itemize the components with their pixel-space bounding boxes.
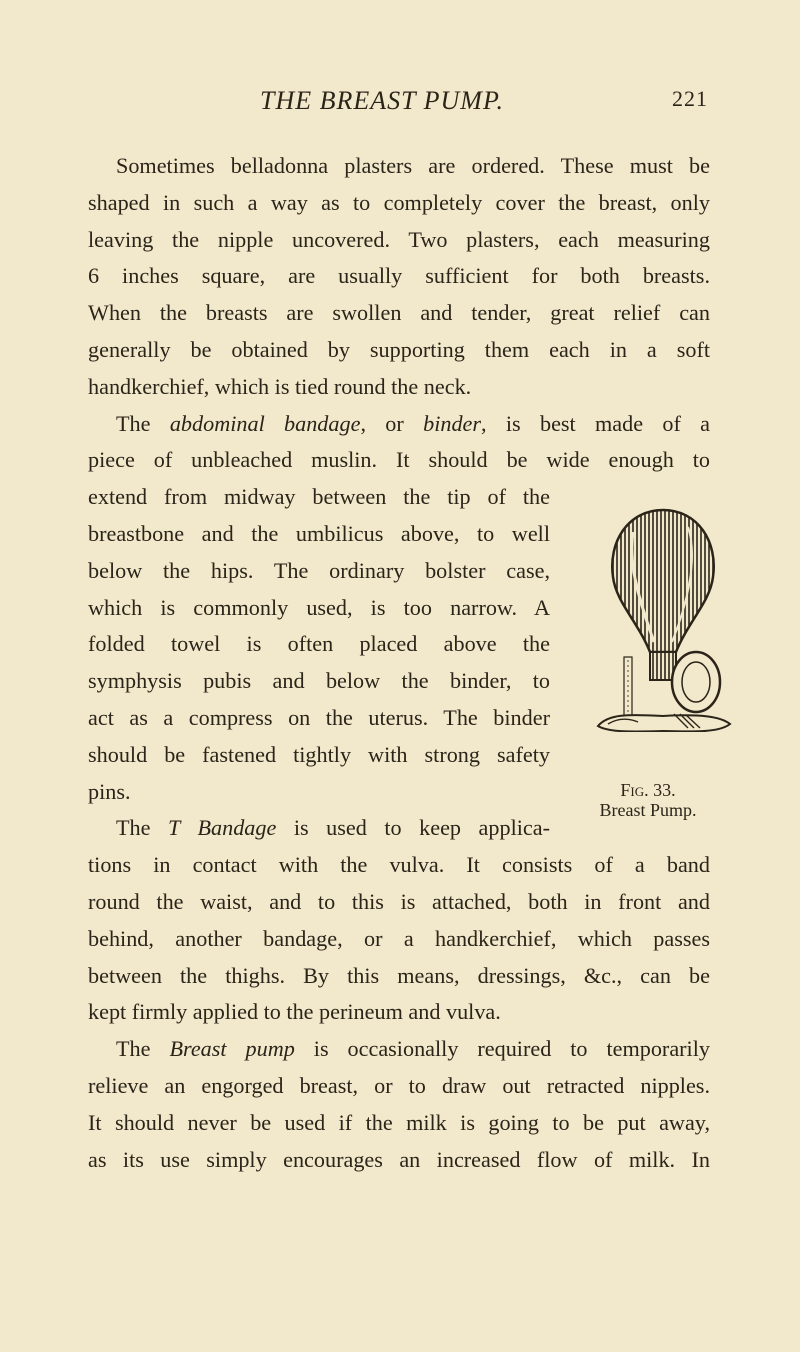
running-title: THE BREAST PUMP. — [260, 86, 504, 115]
text-run: The — [116, 815, 169, 841]
paragraph-t-bandage-head — [88, 810, 550, 847]
text-line: pins. — [88, 778, 131, 804]
text-run: , or — [360, 410, 424, 436]
text-line: shaped in such a way as to completely cover the breast, only — [88, 189, 710, 215]
text-line: tions in contact with the vulva. It consists of a band — [88, 852, 710, 878]
text-line: Sometimes belladonna plasters are ordered. These must be — [116, 153, 710, 178]
text-line: between the thighs. By this means, dressings, &c., can be — [88, 962, 710, 988]
text-line: generally be obtained by supporting them each in a soft — [88, 336, 710, 362]
text-line: relieve an engorged breast, or to draw out retracted nipples. — [88, 1072, 710, 1098]
text-line: below the hips. The ordinary bolster case, — [88, 557, 550, 583]
text-line: piece of unbleached muslin. It should be wide enough to — [88, 447, 710, 473]
page-number: 221 — [672, 86, 708, 111]
text-line: act as a compress on the uterus. The binder — [88, 704, 550, 730]
text-line: round the waist, and to this is attached, both in front and — [88, 888, 710, 914]
text-line: kept firmly applied to the perineum and vulva. — [88, 999, 501, 1025]
text-run: , is best made of a — [481, 410, 711, 436]
text-line: 6 inches square, are usually sufficient for both breasts. — [88, 263, 710, 289]
paragraph-breast-pump — [88, 1031, 710, 1178]
text-line: which is commonly used, is too narrow. A — [88, 594, 550, 620]
term-breast-pump: Breast pump — [169, 1036, 295, 1062]
text-run: The — [116, 410, 170, 436]
figure-caption-text: Breast Pump. — [599, 800, 697, 820]
text-line — [88, 406, 710, 443]
text-line: as its use simply encourages an increased flow of milk. In — [88, 1146, 710, 1172]
paragraph-abdominal-bandage — [88, 406, 710, 480]
figure-label: Fig. 33. — [620, 780, 676, 800]
breast-pump-illustration — [588, 502, 738, 732]
paragraph-t-bandage — [88, 847, 710, 1031]
paragraph-abdominal-bandage-wrap — [88, 479, 550, 810]
text-line: should be fastened tightly with strong safety — [88, 741, 550, 767]
text-line: leaving the nipple uncovered. Two plasters, each measuring — [88, 226, 710, 252]
text-line: folded towel is often placed above the — [88, 631, 550, 657]
text-line — [88, 810, 550, 847]
text-line: breastbone and the umbilicus above, to well — [88, 520, 550, 546]
paragraph-belladonna — [88, 148, 710, 406]
text-run: is occasionally required to temporarily — [294, 1036, 710, 1062]
text-line: symphysis pubis and below the binder, to — [88, 668, 550, 694]
text-line: When the breasts are swollen and tender, great relief can — [88, 300, 710, 326]
text-line: behind, another bandage, or a handkerchief, which passes — [88, 925, 710, 951]
term-abdominal-bandage: abdominal bandage — [169, 410, 361, 436]
term-t-bandage: T Bandage — [168, 815, 277, 841]
term-binder: binder — [423, 410, 482, 436]
text-run: is used to keep applica- — [276, 815, 550, 841]
text-line: extend from midway between the tip of the — [88, 484, 550, 510]
text-line — [88, 1031, 710, 1068]
text-line: handkerchief, which is tied round the neck. — [88, 373, 472, 399]
text-run: The — [116, 1036, 170, 1062]
figure-caption — [583, 780, 713, 820]
text-line: It should never be used if the milk is going to be put away, — [88, 1109, 710, 1135]
